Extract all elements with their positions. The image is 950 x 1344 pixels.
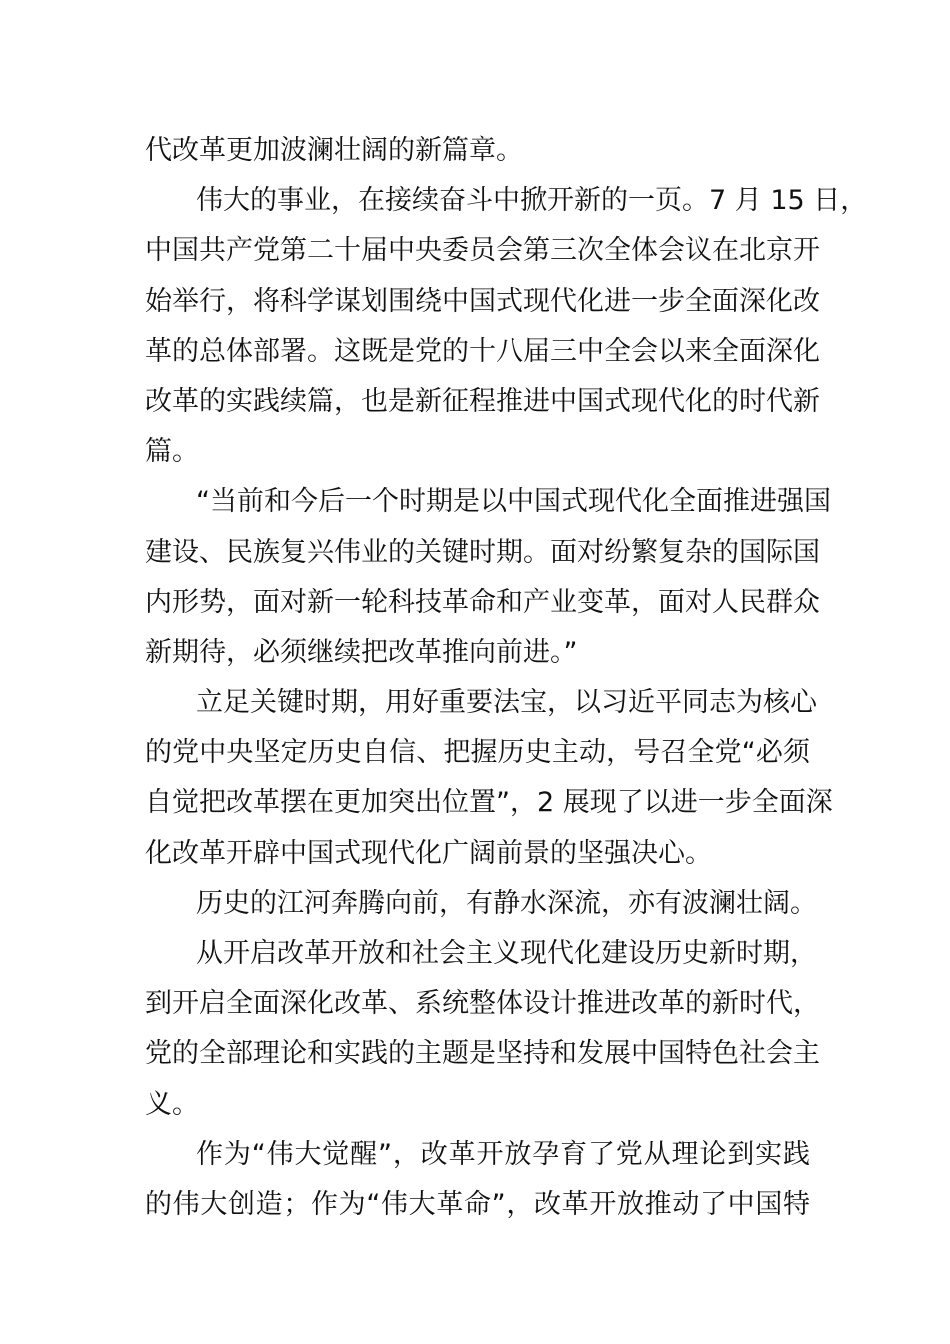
text-line: 立足关键时期，用好重要法宝，以习近平同志为核心	[196, 687, 817, 719]
text-line: 代改革更加波澜壮阔的新篇章。	[145, 135, 523, 166]
text-line: 改革的实践续篇，也是新征程推进中国式现代化的时代新	[145, 385, 820, 417]
text-line: 历史的江河奔腾向前，有静水深流，亦有波澜壮阔。	[196, 887, 817, 919]
text-line: 党的全部理论和实践的主题是坚持和发展中国特色社会主	[145, 1038, 820, 1070]
text-line: 从开启改革开放和社会主义现代化建设历史新时期，	[196, 938, 817, 969]
text-line: 自觉把改革摆在更加突出位置”，2 展现了以进一步全面深	[145, 787, 833, 819]
text-line: 的党中央坚定历史自信、把握历史主动，号召全党“必须	[145, 737, 810, 769]
text-line: 到开启全面深化改革、系统整体设计推进改革的新时代，	[145, 988, 820, 1020]
text-line: 义。	[145, 1088, 199, 1120]
text-line: 的伟大创造；作为“伟大革命”，改革开放推动了中国特	[145, 1188, 810, 1220]
text-line: 新期待，必须继续把改革推向前进。”	[145, 636, 578, 668]
text-line: 中国共产党第二十届中央委员会第三次全体会议在北京开	[145, 235, 820, 267]
text-line: 伟大的事业，在接续奋斗中掀开新的一页。7 月 15 日，	[196, 185, 868, 217]
body-text	[145, 126, 868, 1230]
text-line: 始举行，将科学谋划围绕中国式现代化进一步全面深化改	[145, 285, 820, 317]
text-line: 化改革开辟中国式现代化广阔前景的坚强决心。	[145, 837, 712, 869]
text-line: 建设、民族复兴伟业的关键时期。面对纷繁复杂的国际国	[145, 536, 820, 568]
text-line: “当前和今后一个时期是以中国式现代化全面推进强国	[196, 486, 831, 518]
text-line: 革的总体部署。这既是党的十八届三中全会以来全面深化	[145, 335, 820, 367]
text-line: 篇。	[145, 436, 199, 468]
text-line: 内形势，面对新一轮科技革命和产业变革，面对人民群众	[145, 586, 820, 618]
text-line: 作为“伟大觉醒”，改革开放孕育了党从理论到实践	[196, 1138, 810, 1170]
